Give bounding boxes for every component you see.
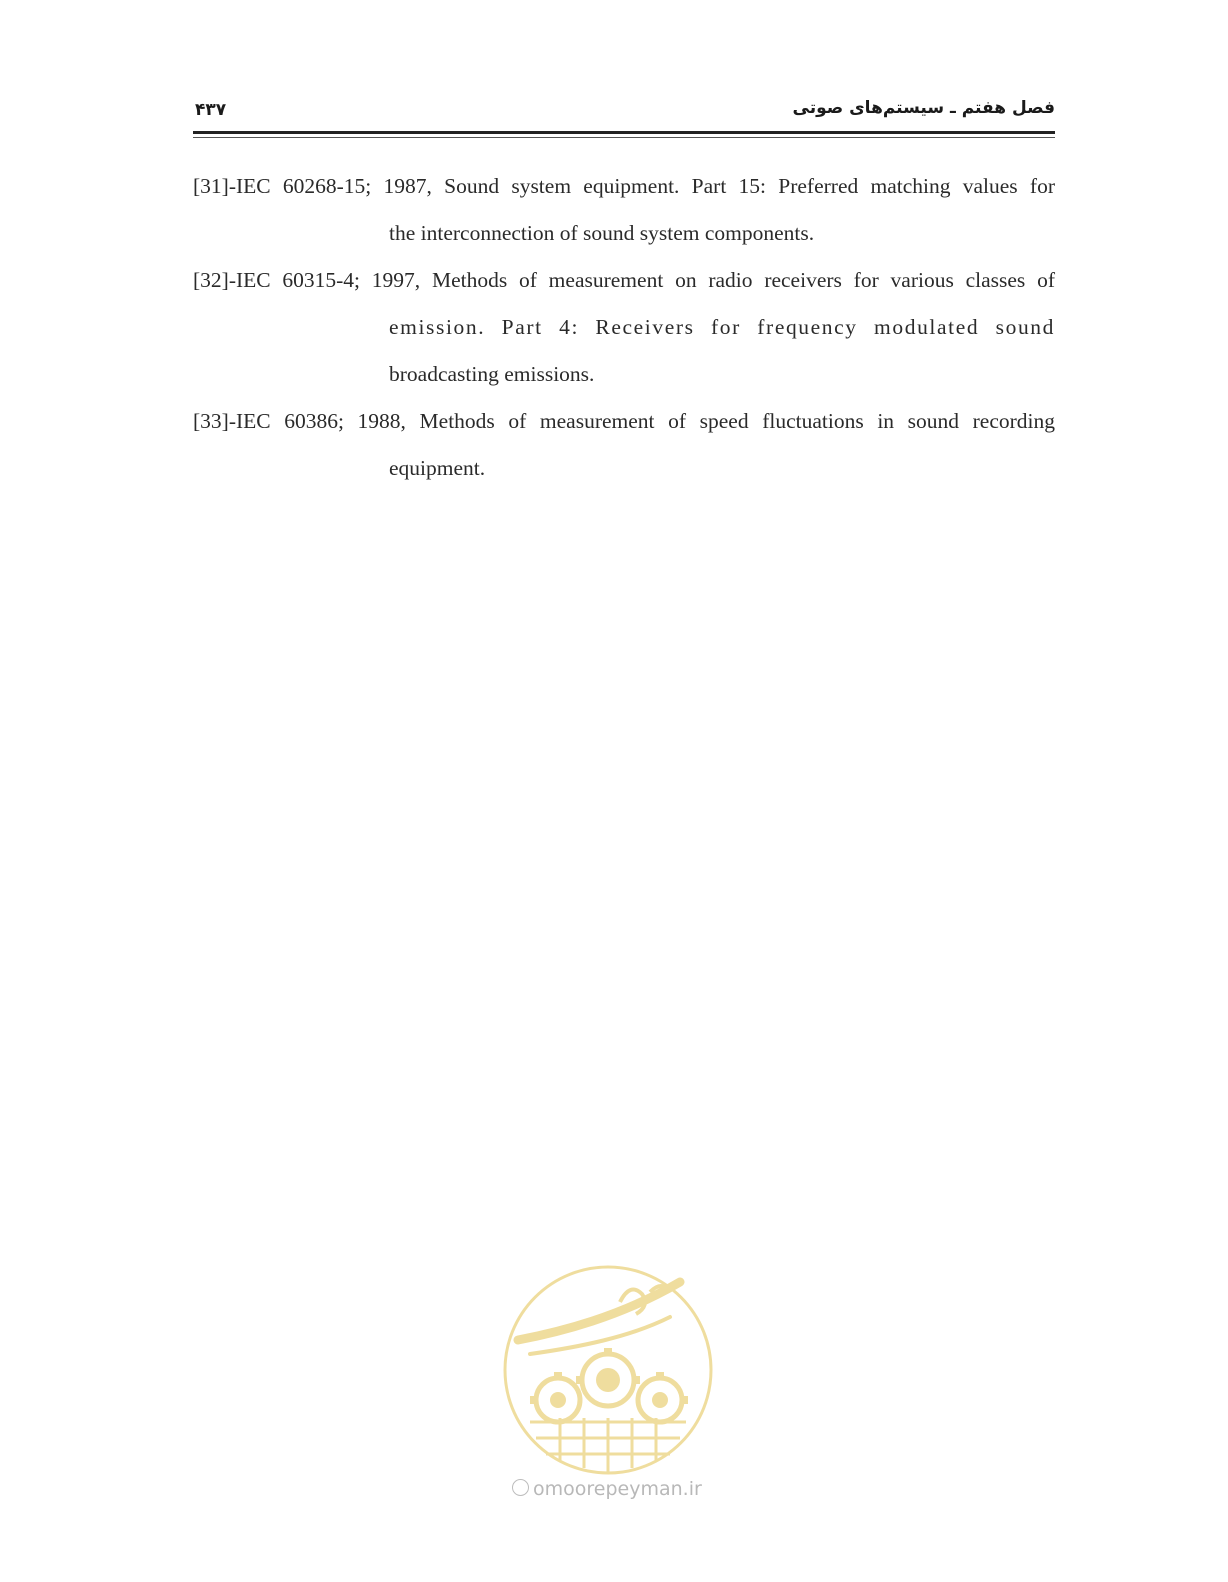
reference-item <box>193 257 1055 398</box>
reference-item <box>193 163 1055 257</box>
reference-continuation: emission. Part 4: Receivers for frequency modulated sound <box>389 315 1055 339</box>
page-number: ۴۳۷ <box>195 100 227 120</box>
reference-continuation: broadcasting emissions. <box>389 362 595 386</box>
reference-line: [31]-IEC 60268-15; 1987, Sound system equipment. Part 15: Preferred matching values for <box>193 174 1055 198</box>
reference-continuation: the interconnection of sound system components. <box>389 221 815 245</box>
reference-line: [32]-IEC 60315-4; 1997, Methods of measurement on radio receivers for various classes of <box>193 268 1055 292</box>
chapter-title: فصل هفتم ـ سیستم‌های صوتی <box>792 98 1055 118</box>
watermark-url-text: omoorepeyman.ir <box>533 1478 702 1500</box>
reference-continuation: equipment. <box>389 456 486 480</box>
page-header <box>193 96 1055 126</box>
reference-line: [33]-IEC 60386; 1988, Methods of measurement of speed fluctuations in sound recording <box>193 409 1055 433</box>
watermark-url <box>512 1478 702 1500</box>
watermark-logo <box>500 1262 716 1478</box>
reference-list <box>193 163 1055 492</box>
reference-item <box>193 398 1055 492</box>
globe-icon <box>512 1479 529 1496</box>
header-rule-thick <box>193 131 1055 134</box>
header-rule-thin <box>193 137 1055 138</box>
